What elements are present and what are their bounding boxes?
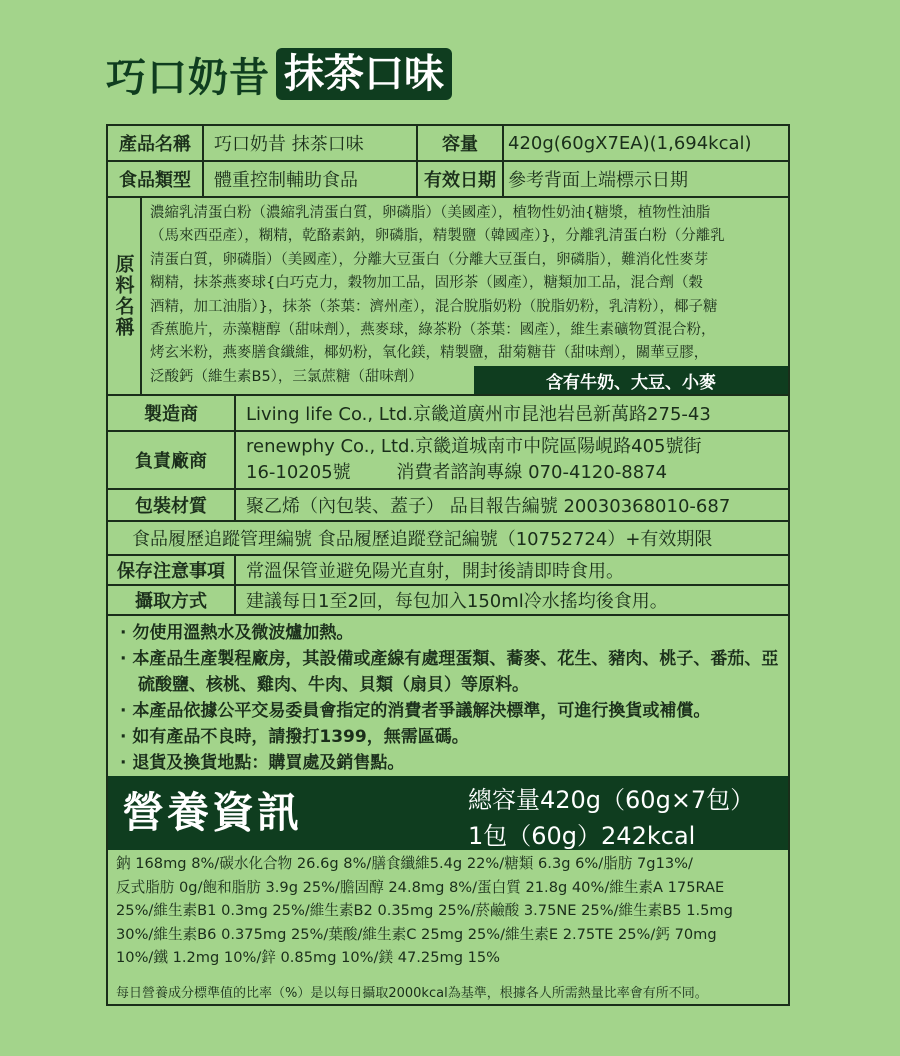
ingredients-line: 泛酸鈣（維生素B5），三氯蔗糖（甜味劑） <box>150 368 423 385</box>
ingredients-line: 酒精，加工油脂）}，抹茶（茶葉：濟州產），混合脫脂奶粉（脫脂奶粉，乳清粉），椰子糖 <box>150 298 718 315</box>
ingredients-text <box>142 202 788 389</box>
traceability-text: 食品履歷追蹤管理編號 食品履歷追蹤登記編號（10752724）+有效期限 <box>132 529 713 550</box>
nutrition-values <box>108 850 788 970</box>
nutrition-header <box>108 776 788 850</box>
food-type-value: 體重控制輔助食品 <box>202 162 416 196</box>
label-table <box>106 124 790 1006</box>
responsible-line: 16-10205號 消費者諮詢專線 070-4120-8874 <box>246 462 668 483</box>
manufacturer-label: 製造商 <box>144 404 198 425</box>
ingredients-line: （馬來西亞產），糊精，乾酪素鈉，卵磷脂，精製鹽（韓國產）}，分離乳清蛋白粉（分離乳 <box>150 228 725 245</box>
brand-name: 巧口奶昔 <box>106 54 270 101</box>
manufacturer-value: Living life Co., Ltd.京畿道廣州市昆池岩邑新萬路275-43 <box>234 396 788 430</box>
intake-label: 攝取方式 <box>135 591 207 612</box>
nutrition-footnote: 每日營養成分標準值的比率（%）是以每日攝取2000kcal為基準，根據各人所需熱量比率會有所不同。 <box>116 986 708 1001</box>
allergen-badge: 含有牛奶、大豆、小麥 <box>474 366 788 394</box>
expiry-value: 參考背面上端標示日期 <box>502 162 788 196</box>
ingredients-line: 濃縮乳清蛋白粉（濃縮乳清蛋白質，卵磷脂）（美國產），植物性奶油{糖漿，植物性油脂 <box>150 205 711 221</box>
responsible-label: 負責廠商 <box>135 451 207 472</box>
volume-label: 容量 <box>416 126 502 160</box>
expiry-label: 有效日期 <box>416 162 502 196</box>
page-title <box>106 48 452 100</box>
note-item: · 本產品依據公平交易委員會指定的消費者爭議解決標準，可進行換貨或補償。 <box>120 701 711 721</box>
row-responsible <box>108 432 788 490</box>
row-traceability <box>108 522 788 556</box>
ingredients-line: 清蛋白質，卵磷脂）（美國產），分離大豆蛋白（分離大豆蛋白，卵磷脂），難消化性麥芽 <box>150 251 709 268</box>
ingredients-line: 香蕉脆片，赤藻糖醇（甜味劑），燕麥球，綠茶粉（茶葉：國產），維生素礦物質混合粉， <box>150 322 716 339</box>
note-item: · 退貨及換貨地點：購買處及銷售點。 <box>120 753 405 773</box>
storage-label: 保存注意事項 <box>117 561 225 582</box>
nutrition-line: 25%/維生素B1 0.3mg 25%/維生素B2 0.35mg 25%/菸鹼酸 3.75NE 25%/維生素B5 1.5mg <box>116 902 733 919</box>
product-name-value: 巧口奶昔 抹茶口味 <box>202 126 416 160</box>
intake-value: 建議每日1至2回，每包加入150ml冷水搖均後食用。 <box>234 586 788 614</box>
row-ingredients <box>108 198 788 396</box>
nutrition-line: 10%/鐵 1.2mg 10%/鋅 0.85mg 10%/鎂 47.25mg 15% <box>116 949 501 966</box>
nutrition-line: 反式脂肪 0g/飽和脂肪 3.9g 25%/膽固醇 24.8mg 8%/蛋白質 21.8g 40%/維生素A 175RAE <box>116 878 725 896</box>
packaging-value: 聚乙烯（內包裝、蓋子） 品目報告編號 20030368010-687 <box>234 490 788 520</box>
responsible-value <box>234 432 788 488</box>
nutrition-line: 鈉 168mg 8%/碳水化合物 26.6g 8%/膳食纖維5.4g 22%/糖類 6.3g 6%/脂肪 7g13%/ <box>116 855 693 872</box>
row-intake <box>108 586 788 616</box>
nutrition-line: 30%/維生素B6 0.375mg 25%/葉酸/維生素C 25mg 25%/維生素E 2.75TE 25%/鈣 70mg <box>116 925 717 943</box>
food-type-label: 食品類型 <box>119 170 191 191</box>
ingredients-line: 糊精，抹茶燕麥球{白巧克力，穀物加工品，固形茶（國產），糖類加工品，混合劑（穀 <box>150 275 703 292</box>
notes-list <box>108 616 788 776</box>
ingredients-label: 原料名稱 <box>108 198 142 394</box>
nutrition-total: 總容量420g（60g×7包） <box>468 786 755 814</box>
row-packaging <box>108 490 788 522</box>
storage-value: 常溫保管並避免陽光直射，開封後請即時食用。 <box>234 556 788 584</box>
packaging-label: 包裝材質 <box>135 496 207 517</box>
row-food-type <box>108 162 788 198</box>
row-manufacturer <box>108 396 788 432</box>
nutrition-per-pack: 1包（60g）242kcal <box>468 822 696 850</box>
volume-value: 420g(60gX7EA)(1,694kcal) <box>502 126 788 160</box>
ingredients-line: 烤玄米粉，燕麥膳食纖維，椰奶粉，氧化鎂，精製鹽，甜菊糖苷（甜味劑），關華豆膠， <box>150 345 709 362</box>
note-item: · 本產品生產製程廠房，其設備或產線有處理蛋類、蕎麥、花生、豬肉、桃子、番茄、亞硫酸鹽、核桃、雞肉、牛肉、貝類（扇貝）等原料。 <box>120 649 779 695</box>
flavor-badge: 抹茶口味 <box>276 48 452 100</box>
row-storage <box>108 556 788 586</box>
note-item: · 如有產品不良時，請撥打1399，無需區碼。 <box>120 727 469 747</box>
nutrition-title: 營養資訊 <box>122 788 303 837</box>
responsible-line: renewphy Co., Ltd.京畿道城南市中院區陽峴路405號街 <box>246 436 702 457</box>
product-name-label: 產品名稱 <box>119 134 191 155</box>
note-item: · 勿使用溫熱水及微波爐加熱。 <box>120 623 354 643</box>
row-product-name <box>108 126 788 162</box>
